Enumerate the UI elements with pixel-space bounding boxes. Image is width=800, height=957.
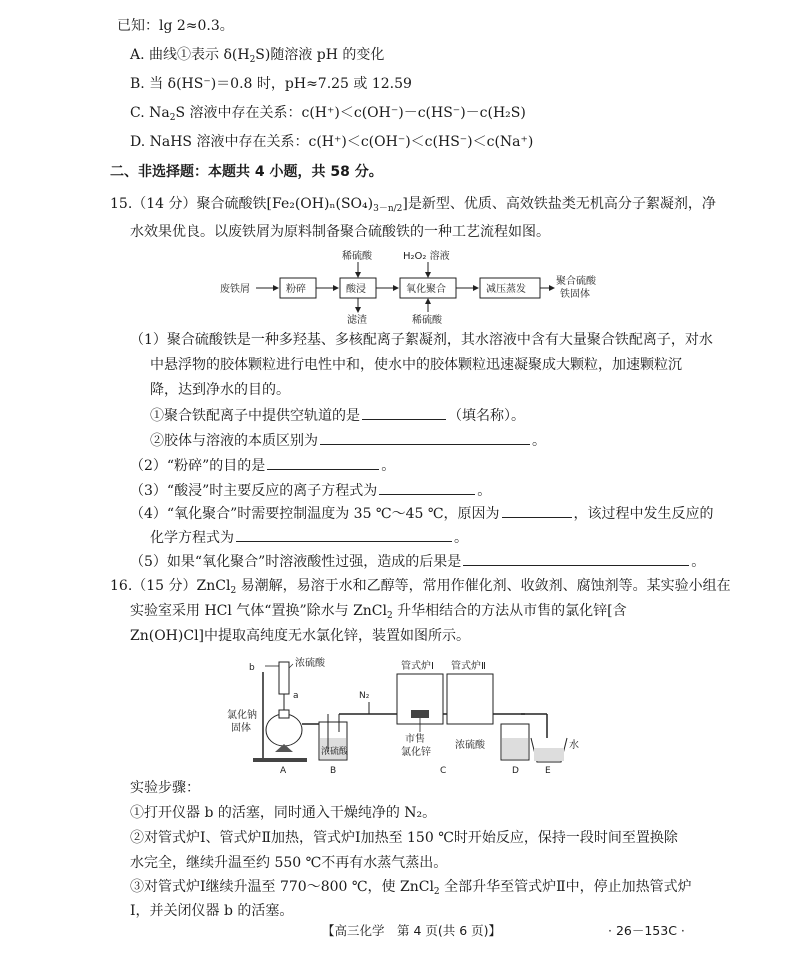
q16-stem-line1: 16.（15 分）ZnCl$_2$ 易潮解，易溶于水和乙醇等，常用作催化剂、收敛剂、腐蚀剂等。某实验小组在 (110, 578, 731, 596)
label-a: a (293, 691, 299, 701)
q15-p1-sub2: ②胶体与溶液的本质区别为 。 (150, 433, 546, 449)
label-water: 水 (569, 740, 579, 751)
label-B: B (330, 766, 337, 774)
q15-stem-line2: 水效果优良。以废铁屑为原料制备聚合硫酸铁的一种工艺流程如图。 (130, 224, 550, 240)
option-d: D. NaHS 溶液中存在关系：c(H⁺)＜c(OH⁻)＜c(HS⁻)＜c(Na⁺) (130, 134, 534, 150)
funnel-b (279, 662, 289, 694)
flask-a (266, 714, 302, 746)
label-furnace-1: 管式炉Ⅰ (401, 661, 434, 672)
answer-blank[interactable] (362, 406, 446, 420)
q16-stem-line2: 实验室采用 HCl 气体“置换”除水与 ZnCl$_2$ 升华相结合的方法从市售的氯化锌[含 (130, 603, 627, 621)
flow-top-input1: 稀硫酸 (342, 251, 372, 262)
q16-stem-line3: Zn(OH)Cl]中提取高纯度无水氯化锌，装置如图所示。 (130, 628, 471, 644)
answer-blank[interactable] (320, 431, 530, 445)
q15-p1-sub1: ①聚合铁配离子中提供空轨道的是 （填名称）。 (150, 408, 525, 424)
q15-p1-line1: （1）聚合硫酸铁是一种多羟基、多核配离子絮凝剂，其水溶液中含有大量聚合铁配离子，对水 (130, 332, 713, 348)
label-nacl-2: 固体 (231, 723, 251, 734)
q15-stem-line1: 15.（14 分）聚合硫酸铁$[Fe_2(OH)_n(SO_4)_{3-n/2}]$是新型、优质、高效铁盐类无机高分子絮凝剂，净 (110, 196, 716, 214)
label-conc-top: 浓硫酸 (295, 658, 325, 669)
answer-blank[interactable] (379, 481, 475, 495)
known-condition: 已知：lg 2≈0.3。 (117, 18, 234, 34)
label-conc-b: 浓硫酸 (321, 747, 349, 757)
label-b: b (249, 663, 255, 673)
label-A: A (280, 766, 287, 774)
q16-step1: ①打开仪器 b 的活塞，同时通入干燥纯净的 N₂。 (130, 805, 437, 821)
section-title: 二、非选择题：本题共 4 小题，共 58 分。 (110, 164, 383, 180)
option-c: C. $Na_2S$ 溶液中存在关系：c(H⁺)＜c(OH⁻)－c(HS⁻)－c(H₂S) (130, 105, 526, 123)
flow-residue: 滤渣 (347, 315, 367, 325)
label-n2: N₂ (359, 691, 370, 701)
flow-top-input2: H₂O₂ 溶液 (403, 251, 450, 262)
answer-blank[interactable] (267, 456, 379, 470)
answer-blank[interactable] (463, 552, 689, 566)
label-E: E (545, 766, 551, 774)
label-D: D (512, 766, 519, 774)
q15-p5: （5）如果“氧化聚合”时溶液酸性过强，造成的后果是 。 (130, 554, 706, 570)
footer-page-info: 【高三化学 第 4 页(共 6 页)】 (322, 923, 502, 938)
footer-code: · 26－153C · (608, 923, 685, 938)
label-nacl-1: 氯化钠 (227, 710, 257, 721)
label-conc-d: 浓硫酸 (455, 740, 485, 751)
label-market-2: 氯化锌 (401, 747, 431, 758)
q15-p1-line2: 中悬浮物的胶体颗粒进行电性中和，使水中的胶体颗粒迅速凝聚成大颗粒，加速颗粒沉 (150, 357, 682, 373)
q15-p4-line2: 化学方程式为 。 (150, 530, 468, 546)
q16-step2-line2: 水完全，继续升温至约 550 ℃不再有水蒸气蒸出。 (130, 855, 448, 871)
flow-start: 废铁屑 (220, 284, 250, 295)
q16-step3-line1: ③对管式炉Ⅰ继续升温至 770～800 ℃，使 ZnCl$_2$ 全部升华至管式炉Ⅱ中，停止加热管式炉 (130, 879, 692, 897)
flow-step1: 粉碎 (286, 284, 306, 295)
q15-p1-line3: 降，达到净水的目的。 (150, 382, 290, 398)
label-market-1: 市售 (405, 734, 425, 745)
label-C: C (440, 766, 447, 774)
label-furnace-2: 管式炉Ⅱ (451, 661, 486, 672)
q15-p3: （3）“酸浸”时主要反应的离子方程式为 。 (130, 483, 492, 499)
answer-blank[interactable] (236, 528, 452, 542)
q16-step3-line2: Ⅰ，并关闭仪器 b 的活塞。 (130, 903, 294, 919)
q15-p4-line1: （4）“氧化聚合”时需要控制温度为 35 ℃～45 ℃，原因为 ，该过程中发生反应的 (130, 506, 714, 522)
option-b: B. 当 δ(HS⁻)＝0.8 时，pH≈7.25 或 12.59 (130, 76, 412, 92)
q15-flow-chart (220, 250, 600, 325)
q16-step2-line1: ②对管式炉Ⅰ、管式炉Ⅱ加热，管式炉Ⅰ加热至 150 ℃时开始反应，保持一段时间至置换除 (130, 830, 678, 846)
furnace-2 (447, 674, 493, 724)
option-a: A. 曲线①表示 $\delta(H_2S)$随溶液 pH 的变化 (130, 47, 385, 65)
stand-base (253, 758, 307, 762)
flow-product-line2: 铁固体 (560, 289, 590, 300)
boat-zncl2 (411, 710, 429, 718)
flow-step3: 氧化聚合 (406, 284, 446, 295)
q15-p2: （2）“粉碎”的目的是 。 (130, 458, 396, 474)
flow-step4: 减压蒸发 (486, 284, 526, 295)
flow-step2: 酸浸 (346, 284, 366, 295)
flow-bottom-input: 稀硫酸 (412, 315, 442, 325)
answer-blank[interactable] (502, 504, 572, 518)
q16-steps-title: 实验步骤： (130, 780, 200, 796)
q16-apparatus-diagram (225, 652, 585, 774)
flow-product-line1: 聚合硫酸 (556, 276, 596, 287)
